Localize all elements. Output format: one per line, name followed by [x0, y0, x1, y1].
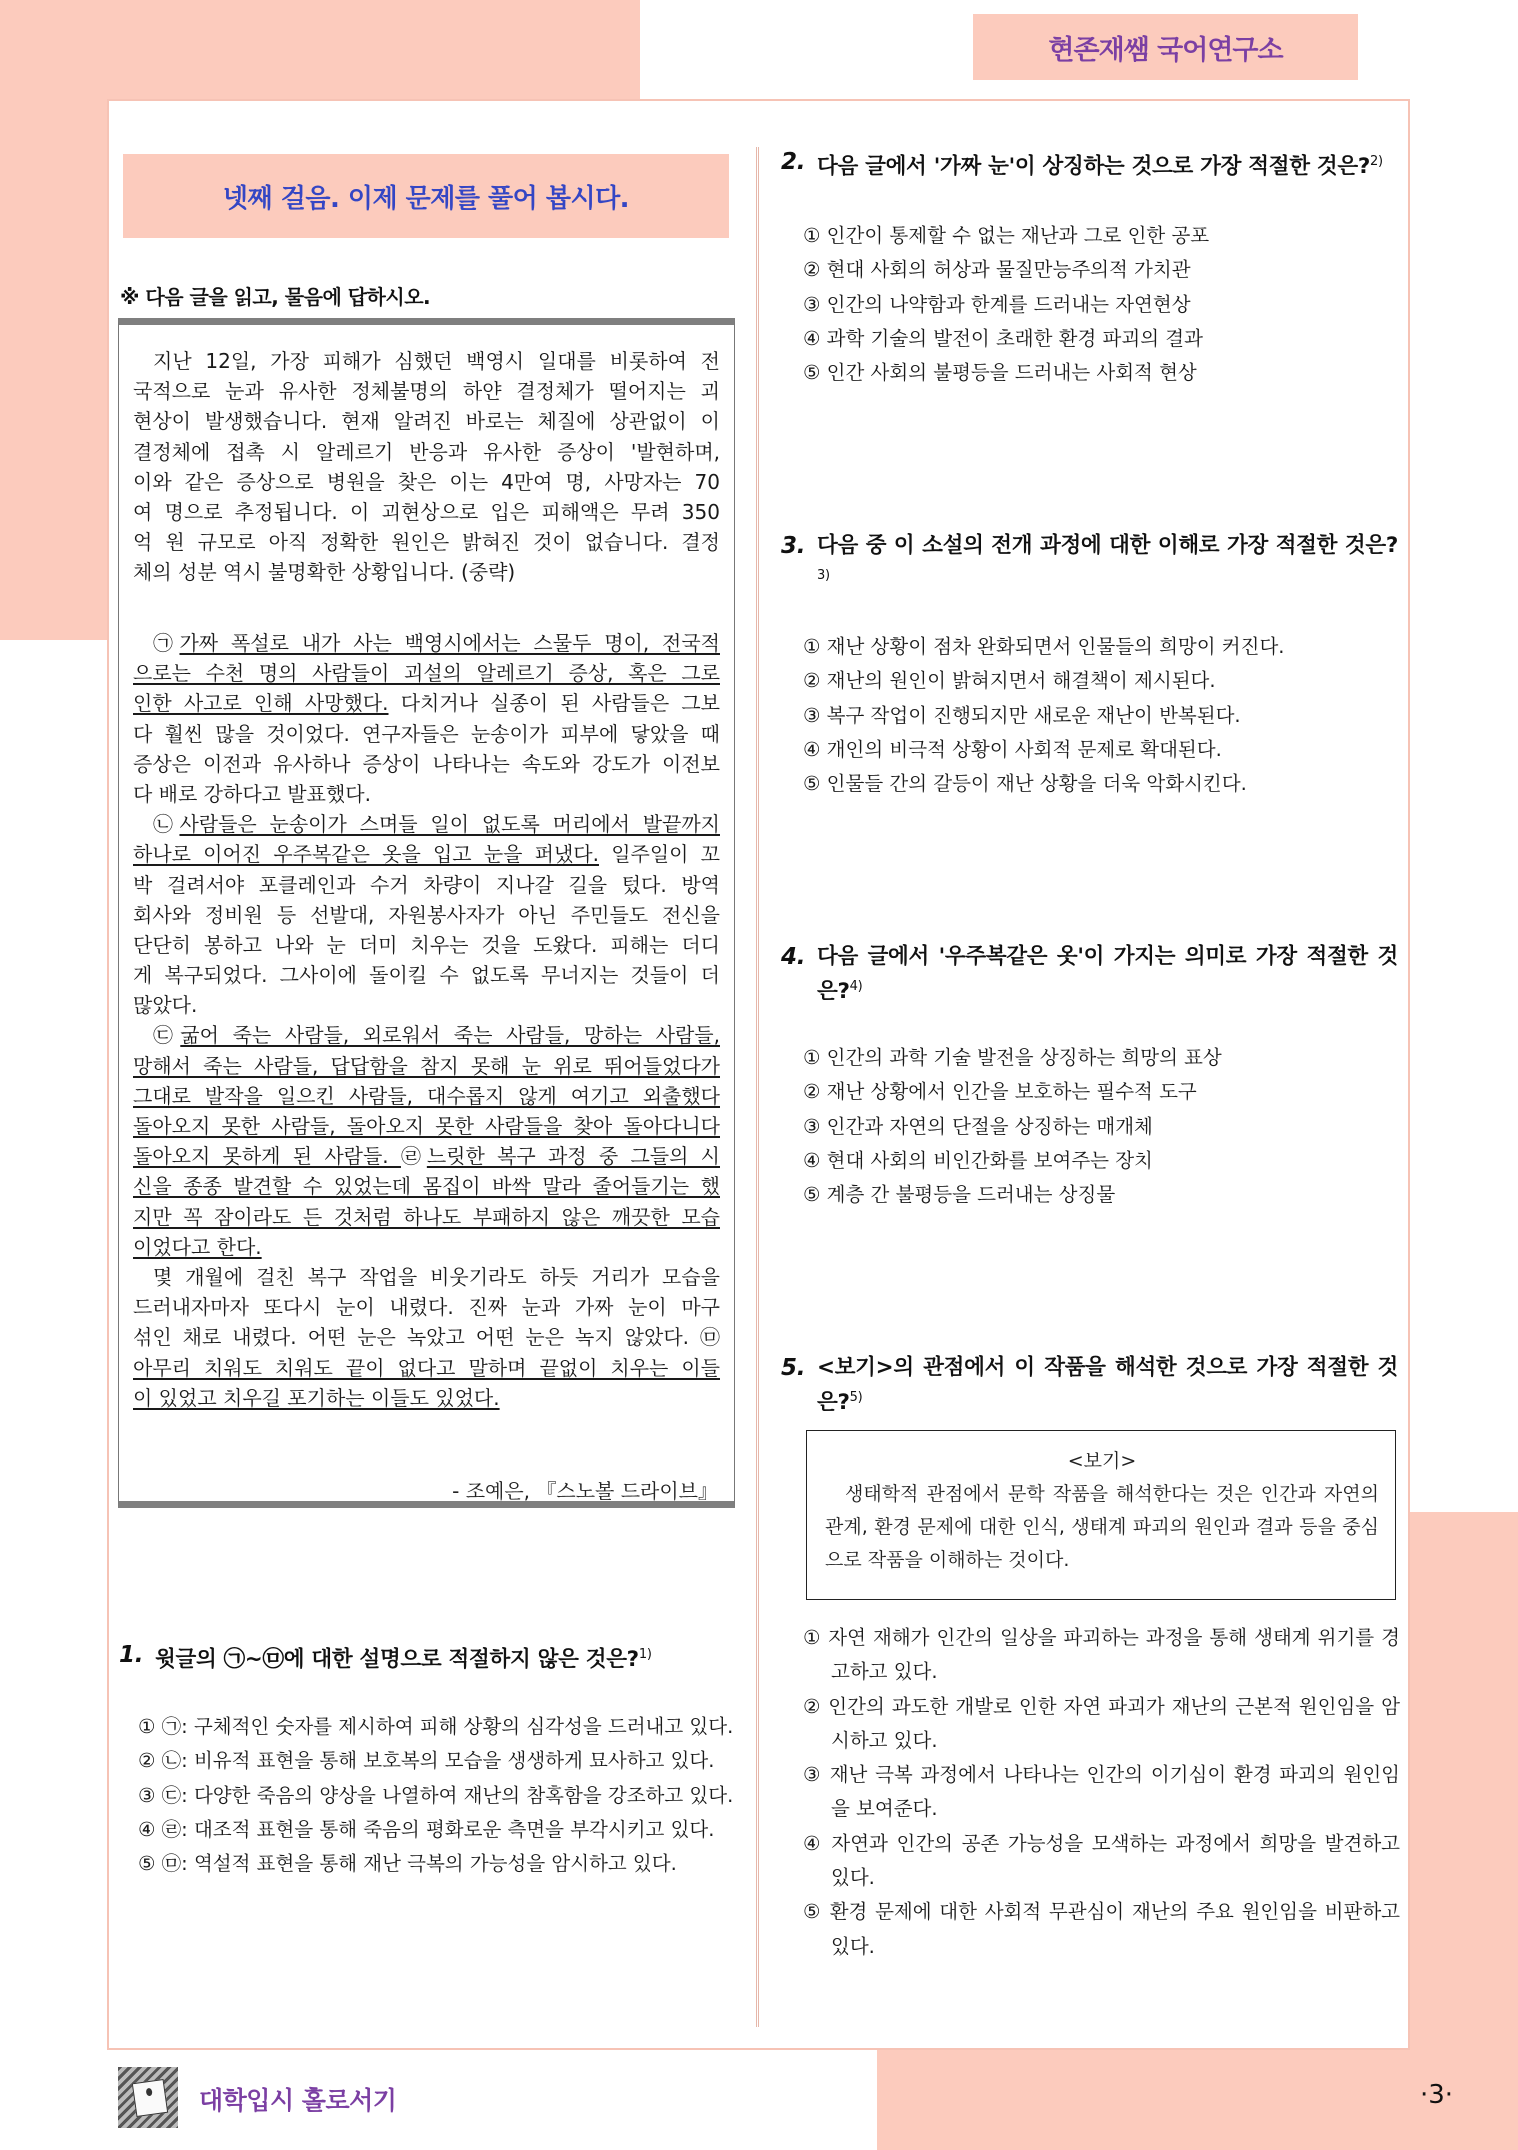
question-3-options: [803, 630, 1398, 801]
passage-line: [133, 779, 720, 809]
underlined-text: 돌아오지 못한 사람들, 돌아오지 못한 사람들을 찾아 돌아다니다: [133, 1114, 720, 1138]
passage-text: 일주일이 꼬: [598, 842, 720, 867]
question-text: 다음 중 이 소설의 전개 과정에 대한 이해로 가장 적절한 것은?: [817, 533, 1398, 558]
answer-option-4[interactable]: ④ 현대 사회의 비인간화를 보여주는 장치: [803, 1148, 1153, 1172]
answer-option-4[interactable]: ④ ㉣: 대조적 표현을 통해 죽음의 평화로운 측면을 부각시키고 있다.: [138, 1817, 715, 1841]
answer-option-4[interactable]: ④ 과학 기술의 발전이 초래한 환경 파괴의 결과: [803, 326, 1203, 350]
passage-line: [133, 870, 720, 900]
underlined-text: 망해서 죽는 사람들, 답답함을 참지 못해 눈 위로 뛰어들었다가: [133, 1053, 720, 1078]
passage-text: ㉡: [153, 812, 180, 837]
answer-option-5[interactable]: ⑤ 인간 사회의 불평등을 드러내는 사회적 현상: [803, 361, 1197, 385]
passage-text: 다 배로 강하다고 발표했다.: [133, 781, 371, 806]
answer-option-2[interactable]: ② 현대 사회의 허상과 물질만능주의적 가치관: [803, 258, 1191, 282]
section-banner: 넷째 걸음. 이제 문제를 풀어 봅시다.: [123, 154, 729, 238]
answer-option-1[interactable]: ① ㉠: 구체적인 숫자를 제시하여 피해 상황의 심각성을 드러내고 있다.: [138, 1715, 734, 1738]
question-text: <보기>의 관점에서 이 작품을 해석한 것으로 가장 적절한 것은?: [817, 1355, 1398, 1416]
question-title: [781, 147, 1398, 182]
question-number: 2.: [781, 149, 806, 175]
footnote-ref: 5): [849, 1390, 863, 1405]
question-number: 4.: [781, 944, 806, 970]
passage-text: 억 원 규모로 아직 정확한 원인은 밝혀진 것이 없습니다. 결정: [133, 530, 720, 555]
reading-passage: [118, 318, 735, 1508]
passage-line: [133, 437, 720, 467]
answer-option-4[interactable]: ④ 자연과 인간의 공존 가능성을 모색하는 과정에서 희망을 발견하고 있다.: [803, 1831, 1400, 1890]
bogi-body: 생태학적 관점에서 문학 작품을 해석한다는 것은 인간과 자연의 관계, 환경 문제에 대한 인식, 생태계 파괴의 원인과 결과 등을 중심으로 작품을 이해하는 것이다.: [825, 1483, 1379, 1571]
passage-line: [133, 346, 720, 376]
underlined-text: 이 있었고 치우길 포기하는 이들도 있었다.: [133, 1385, 500, 1410]
passage-line: [133, 1292, 720, 1322]
passage-line: [133, 1202, 720, 1232]
passage-text: 체의 성분 역시 불명확한 상황입니다. (중략): [133, 560, 516, 585]
question-text: 다음 글에서 '우주복같은 옷'이 가지는 의미로 가장 적절한 것은?: [817, 944, 1398, 1005]
question-title: [781, 531, 1398, 596]
passage-line: [133, 990, 720, 1020]
question-number: 5.: [781, 1355, 806, 1381]
question-5-options: [803, 1621, 1400, 1964]
underlined-text: 느릿한 복구 과정 중 그들의 시: [426, 1144, 720, 1169]
passage-text: 현상이 발생했습니다. 현재 알려진 바로는 체질에 상관없이 이: [133, 409, 720, 434]
passage-text: 다치거나 실종이 된 사람들은 그보: [388, 691, 720, 716]
question-4: [781, 942, 1398, 1007]
passage-line: [133, 658, 720, 688]
passage-line: [133, 467, 720, 497]
question-title: [781, 1353, 1398, 1418]
bogi-box: [806, 1430, 1396, 1600]
question-2: [781, 147, 1398, 182]
passage-text: ㉣: [400, 1144, 427, 1169]
passage-line: [133, 1171, 720, 1201]
header-title: 현존재쌤 국어연구소: [973, 14, 1358, 80]
question-4-options: [803, 1041, 1398, 1212]
passage-line: [133, 497, 720, 527]
underlined-text: 그대로 발작을 일으킨 사람들, 대수롭지 않게 여기고 외출했다: [133, 1083, 720, 1108]
instruction-text: ※ 다음 글을 읽고, 물음에 답하시오.: [120, 285, 431, 309]
underlined-text: 하나로 이어진 우주복같은 옷을 입고 눈을 퍼냈다.: [133, 842, 599, 867]
footnote-ref: 1): [638, 1647, 652, 1662]
passage-line: [133, 688, 720, 718]
passage-line: [133, 1141, 720, 1171]
answer-option-5[interactable]: ⑤ 환경 문제에 대한 사회적 무관심이 재난의 주요 원인임을 비판하고 있다.: [803, 1900, 1400, 1958]
underlined-text: 굶어 죽는 사람들, 외로워서 죽는 사람들, 망하는 사람들,: [180, 1023, 720, 1048]
passage-text: 회사와 정비원 등 선발대, 자원봉사자가 아닌 주민들도 전신을: [133, 902, 720, 927]
passage-text: 단단히 봉하고 나와 눈 더미 치우는 것을 도왔다. 피해는 더디: [133, 932, 720, 957]
passage-line: [133, 557, 720, 587]
passage-text: ㉠: [153, 631, 180, 655]
logo-sign-icon: [132, 2079, 168, 2117]
passage-line: [133, 406, 720, 436]
answer-option-2[interactable]: ② 인간의 과도한 개발로 인한 자연 파괴가 재난의 근본적 원인임을 암시하고 있다.: [803, 1694, 1400, 1752]
page-number: ·3·: [1420, 2080, 1454, 2110]
passage-text: 여 명으로 추정됩니다. 이 괴현상으로 입은 피해액은 무려 350: [133, 499, 720, 524]
passage-text: 증상은 이전과 유사하나 증상이 나타나는 속도와 강도가 이전보: [133, 751, 720, 776]
answer-option-2[interactable]: ② 재난 상황에서 인간을 보호하는 필수적 도구: [803, 1080, 1197, 1104]
answer-option-1[interactable]: ① 인간이 통제할 수 없는 재난과 그로 인한 공포: [803, 224, 1210, 247]
answer-option-5[interactable]: ⑤ 계층 간 불평등을 드러내는 상징물: [803, 1183, 1116, 1207]
passage-line: [133, 1353, 720, 1383]
passage-text: 많았다.: [133, 993, 198, 1018]
answer-option-1[interactable]: ① 인간의 과학 기술 발전을 상징하는 희망의 표상: [803, 1046, 1222, 1069]
question-1-options: [138, 1710, 738, 1881]
passage-line: [133, 930, 720, 960]
footnote-ref: 3): [817, 568, 830, 583]
answer-option-3[interactable]: ③ 복구 작업이 진행되지만 새로운 재난이 반복된다.: [803, 703, 1241, 727]
passage-source: - 조예은, 『스노볼 드라이브』: [452, 1479, 718, 1503]
passage-line: [133, 1051, 720, 1081]
answer-option-3[interactable]: ③ ㉢: 다양한 죽음의 양상을 나열하여 재난의 참혹함을 강조하고 있다.: [138, 1783, 734, 1807]
answer-option-2[interactable]: ② ㉡: 비유적 표현을 통해 보호복의 모습을 생생하게 묘사하고 있다.: [138, 1749, 715, 1773]
footer-brand: 대학입시 홀로서기: [199, 2086, 397, 2115]
footnote-ref: 4): [849, 979, 863, 994]
passage-line: [133, 1081, 720, 1111]
passage-line: [133, 1020, 720, 1050]
question-1: [119, 1640, 735, 1675]
passage-line: [133, 719, 720, 749]
passage-line: [133, 628, 720, 658]
footnote-ref: 2): [1370, 154, 1383, 169]
answer-option-5[interactable]: ⑤ ㉤: 역설적 표현을 통해 재난 극복의 가능성을 암시하고 있다.: [138, 1852, 677, 1876]
passage-line: [133, 809, 720, 839]
passage-line: [133, 1232, 720, 1262]
question-5: [781, 1353, 1398, 1418]
underlined-text: 돌아오지 못하게 된 사람들.: [133, 1144, 401, 1169]
underlined-text: 으로는 수천 명의 사람들이 괴설의 알레르기 증상, 혹은 그로: [133, 661, 720, 686]
bogi-title: <보기>: [1067, 1450, 1137, 1472]
passage-text: 게 복구되었다. 그사이에 돌이킬 수 없도록 무너지는 것들이 더: [133, 963, 720, 988]
passage-text: 지난 12일, 가장 피해가 심했던 백영시 일대를 비롯하여 전: [153, 349, 720, 373]
passage-line: [133, 1322, 720, 1352]
answer-option-2[interactable]: ② 재난의 원인이 밝혀지면서 해결책이 제시된다.: [803, 669, 1216, 693]
question-3: [781, 531, 1398, 596]
question-text: 다음 글에서 '가짜 눈'이 상징하는 것으로 가장 적절한 것은?: [817, 154, 1371, 180]
answer-option-4[interactable]: ④ 개인의 비극적 상황이 사회적 문제로 확대된다.: [803, 737, 1222, 761]
passage-line: [133, 839, 720, 869]
underlined-text: 신을 종종 발견할 수 있었는데 몸집이 바싹 말라 줄어들기는 했: [133, 1174, 720, 1199]
underlined-text: 지만 꼭 잠이라도 든 것처럼 하나도 부패하지 않은 깨끗한 모습: [133, 1204, 720, 1229]
answer-option-3[interactable]: ③ 재난 극복 과정에서 나타나는 인간의 이기심이 환경 파괴의 원인임을 보여준다.: [803, 1763, 1400, 1821]
passage-text: 국적으로 눈과 유사한 정체불명의 하얀 결정체가 떨어지는 괴: [133, 379, 720, 404]
passage-line: [133, 960, 720, 990]
question-2-options: [803, 219, 1398, 390]
passage-line: [133, 1262, 720, 1292]
answer-option-1[interactable]: ① 재난 상황이 점차 완화되면서 인물들의 희망이 커진다.: [803, 635, 1285, 658]
question-number: 3.: [781, 533, 806, 559]
underlined-text: 인한 사고로 인해 사망했다.: [133, 691, 389, 716]
underlined-text: 가짜 폭설로 내가 사는 백영시에서는 스물두 명이, 전국적: [179, 631, 720, 655]
question-text: 윗글의 ㉠~㉤에 대한 설명으로 적절하지 않은 것은?: [155, 1647, 639, 1673]
passage-text: 결정체에 접촉 시 알레르기 반응과 유사한 증상이 '발현하며,: [133, 439, 720, 464]
passage-line: [133, 527, 720, 557]
question-title: [781, 942, 1398, 1007]
passage-line: [133, 900, 720, 930]
brand-logo-image: [118, 2067, 178, 2128]
passage-line: [133, 749, 720, 779]
question-number: 1.: [119, 1642, 144, 1668]
answer-option-3[interactable]: ③ 인간의 나약함과 한계를 드러내는 자연현상: [803, 292, 1191, 316]
passage-block-story: [133, 628, 720, 1413]
passage-text: 섞인 채로 내렸다. 어떤 눈은 녹았고 어떤 눈은 녹지 않았다. ㉤: [133, 1325, 720, 1350]
answer-option-5[interactable]: ⑤ 인물들 간의 갈등이 재난 상황을 더욱 악화시킨다.: [803, 772, 1247, 796]
passage-text: 드러내자마자 또다시 눈이 내렸다. 진짜 눈과 가짜 눈이 마구: [133, 1295, 720, 1320]
passage-line: [133, 1111, 720, 1141]
passage-line: [133, 376, 720, 406]
passage-text: ㉢: [153, 1023, 181, 1048]
underlined-text: 사람들은 눈송이가 스며들 일이 없도록 머리에서 발끝까지: [179, 812, 720, 837]
passage-text: 몇 개월에 걸친 복구 작업을 비웃기라도 하듯 거리가 모습을: [153, 1264, 720, 1289]
answer-option-1[interactable]: ① 자연 재해가 인간의 일상을 파괴하는 과정을 통해 생태계 위기를 경고하고 있다.: [803, 1626, 1400, 1684]
answer-option-3[interactable]: ③ 인간과 자연의 단절을 상징하는 매개체: [803, 1114, 1153, 1138]
column-divider: [756, 147, 759, 2027]
passage-text: 다 훨씬 많을 것이었다. 연구자들은 눈송이가 피부에 닿았을 때: [133, 721, 720, 746]
passage-block-intro: [133, 346, 720, 588]
underlined-text: 이었다고 한다.: [133, 1234, 262, 1259]
underlined-text: 아무리 치워도 치워도 끝이 없다고 말하며 끝없이 치우는 이들: [133, 1355, 720, 1380]
passage-text: 이와 같은 증상으로 병원을 찾은 이는 4만여 명, 사망자는 70: [133, 469, 720, 494]
question-title: [119, 1640, 735, 1675]
passage-line: [133, 1383, 720, 1413]
passage-text: 박 걸려서야 포클레인과 수거 차량이 지나갈 길을 텄다. 방역: [133, 872, 720, 897]
